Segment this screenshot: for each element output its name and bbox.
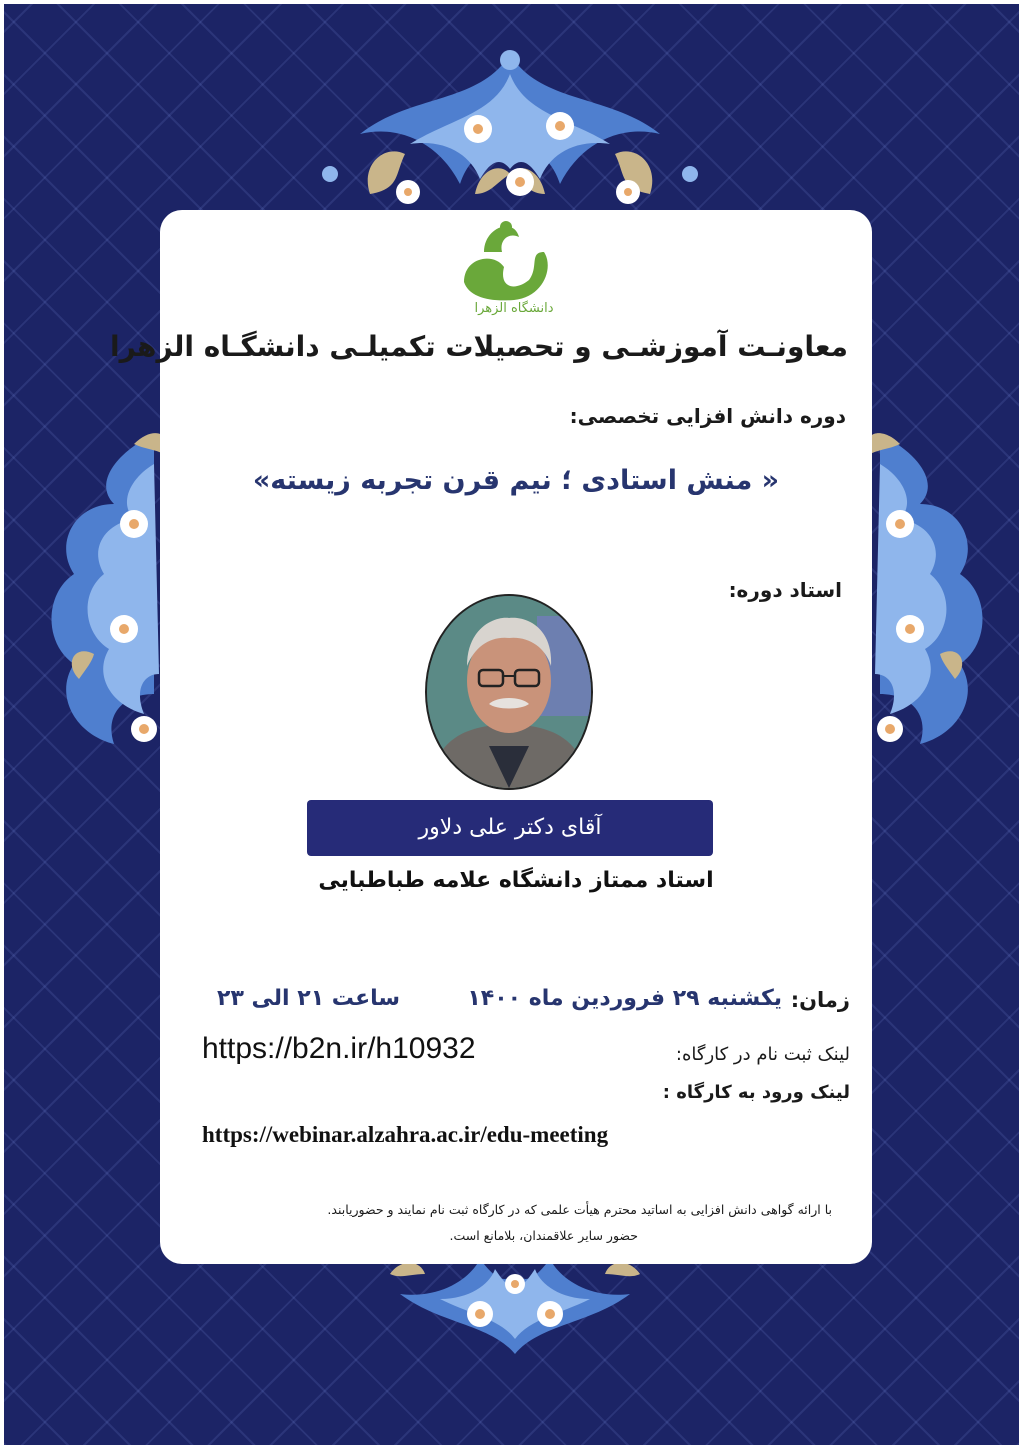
floral-ornament-top-icon	[310, 44, 710, 224]
logo-text: دانشگاه الزهرا	[474, 301, 554, 316]
certificate-note: با ارائه گواهی دانش افزایی به اساتید محترم هیأت علمی که در کارگاه ثبت نام نمایند و حضوریابند.	[327, 1202, 832, 1217]
instructor-label: استاد دوره:	[728, 578, 842, 602]
entry-link-label: لینک ورود به کارگاه :	[662, 1082, 850, 1103]
entry-link[interactable]: https://webinar.alzahra.ac.ir/edu-meeting	[202, 1122, 609, 1147]
organization-title: معاونـت آموزشـی و تحصیلات تکمیلـی دانشگـاه الزهرا	[110, 330, 848, 363]
attendance-note: حضور سایر علاقمندان، بلامانع است.	[449, 1228, 638, 1243]
event-hours: ساعت ۲۱ الی ۲۳	[217, 986, 400, 1011]
floral-ornament-right-icon	[860, 424, 1000, 764]
university-logo-icon	[444, 212, 574, 322]
content-card	[110, 210, 872, 1264]
registration-link-label: لینک ثبت نام در کارگاه:	[675, 1044, 850, 1065]
instructor-name-bar: آقای دکتر علی دلاور	[307, 800, 713, 856]
instructor-affiliation: استاد ممتاز دانشگاه علامه طباطبایی	[318, 868, 714, 893]
poster-background	[4, 4, 1019, 1445]
floral-ornament-bottom-icon	[380, 1254, 650, 1364]
floral-ornament-left-icon	[34, 424, 174, 764]
event-date: یکشنبه ۲۹ فروردین ماه ۱۴۰۰	[467, 986, 782, 1011]
time-label: زمان:	[790, 988, 850, 1012]
course-type-label: دوره دانش افزایی تخصصی:	[569, 404, 846, 428]
course-title: « منش استادی ؛ نیم قرن تجربه زیسته»	[252, 465, 780, 496]
instructor-photo	[425, 594, 593, 790]
registration-link[interactable]: https://b2n.ir/h10932	[202, 1032, 476, 1065]
